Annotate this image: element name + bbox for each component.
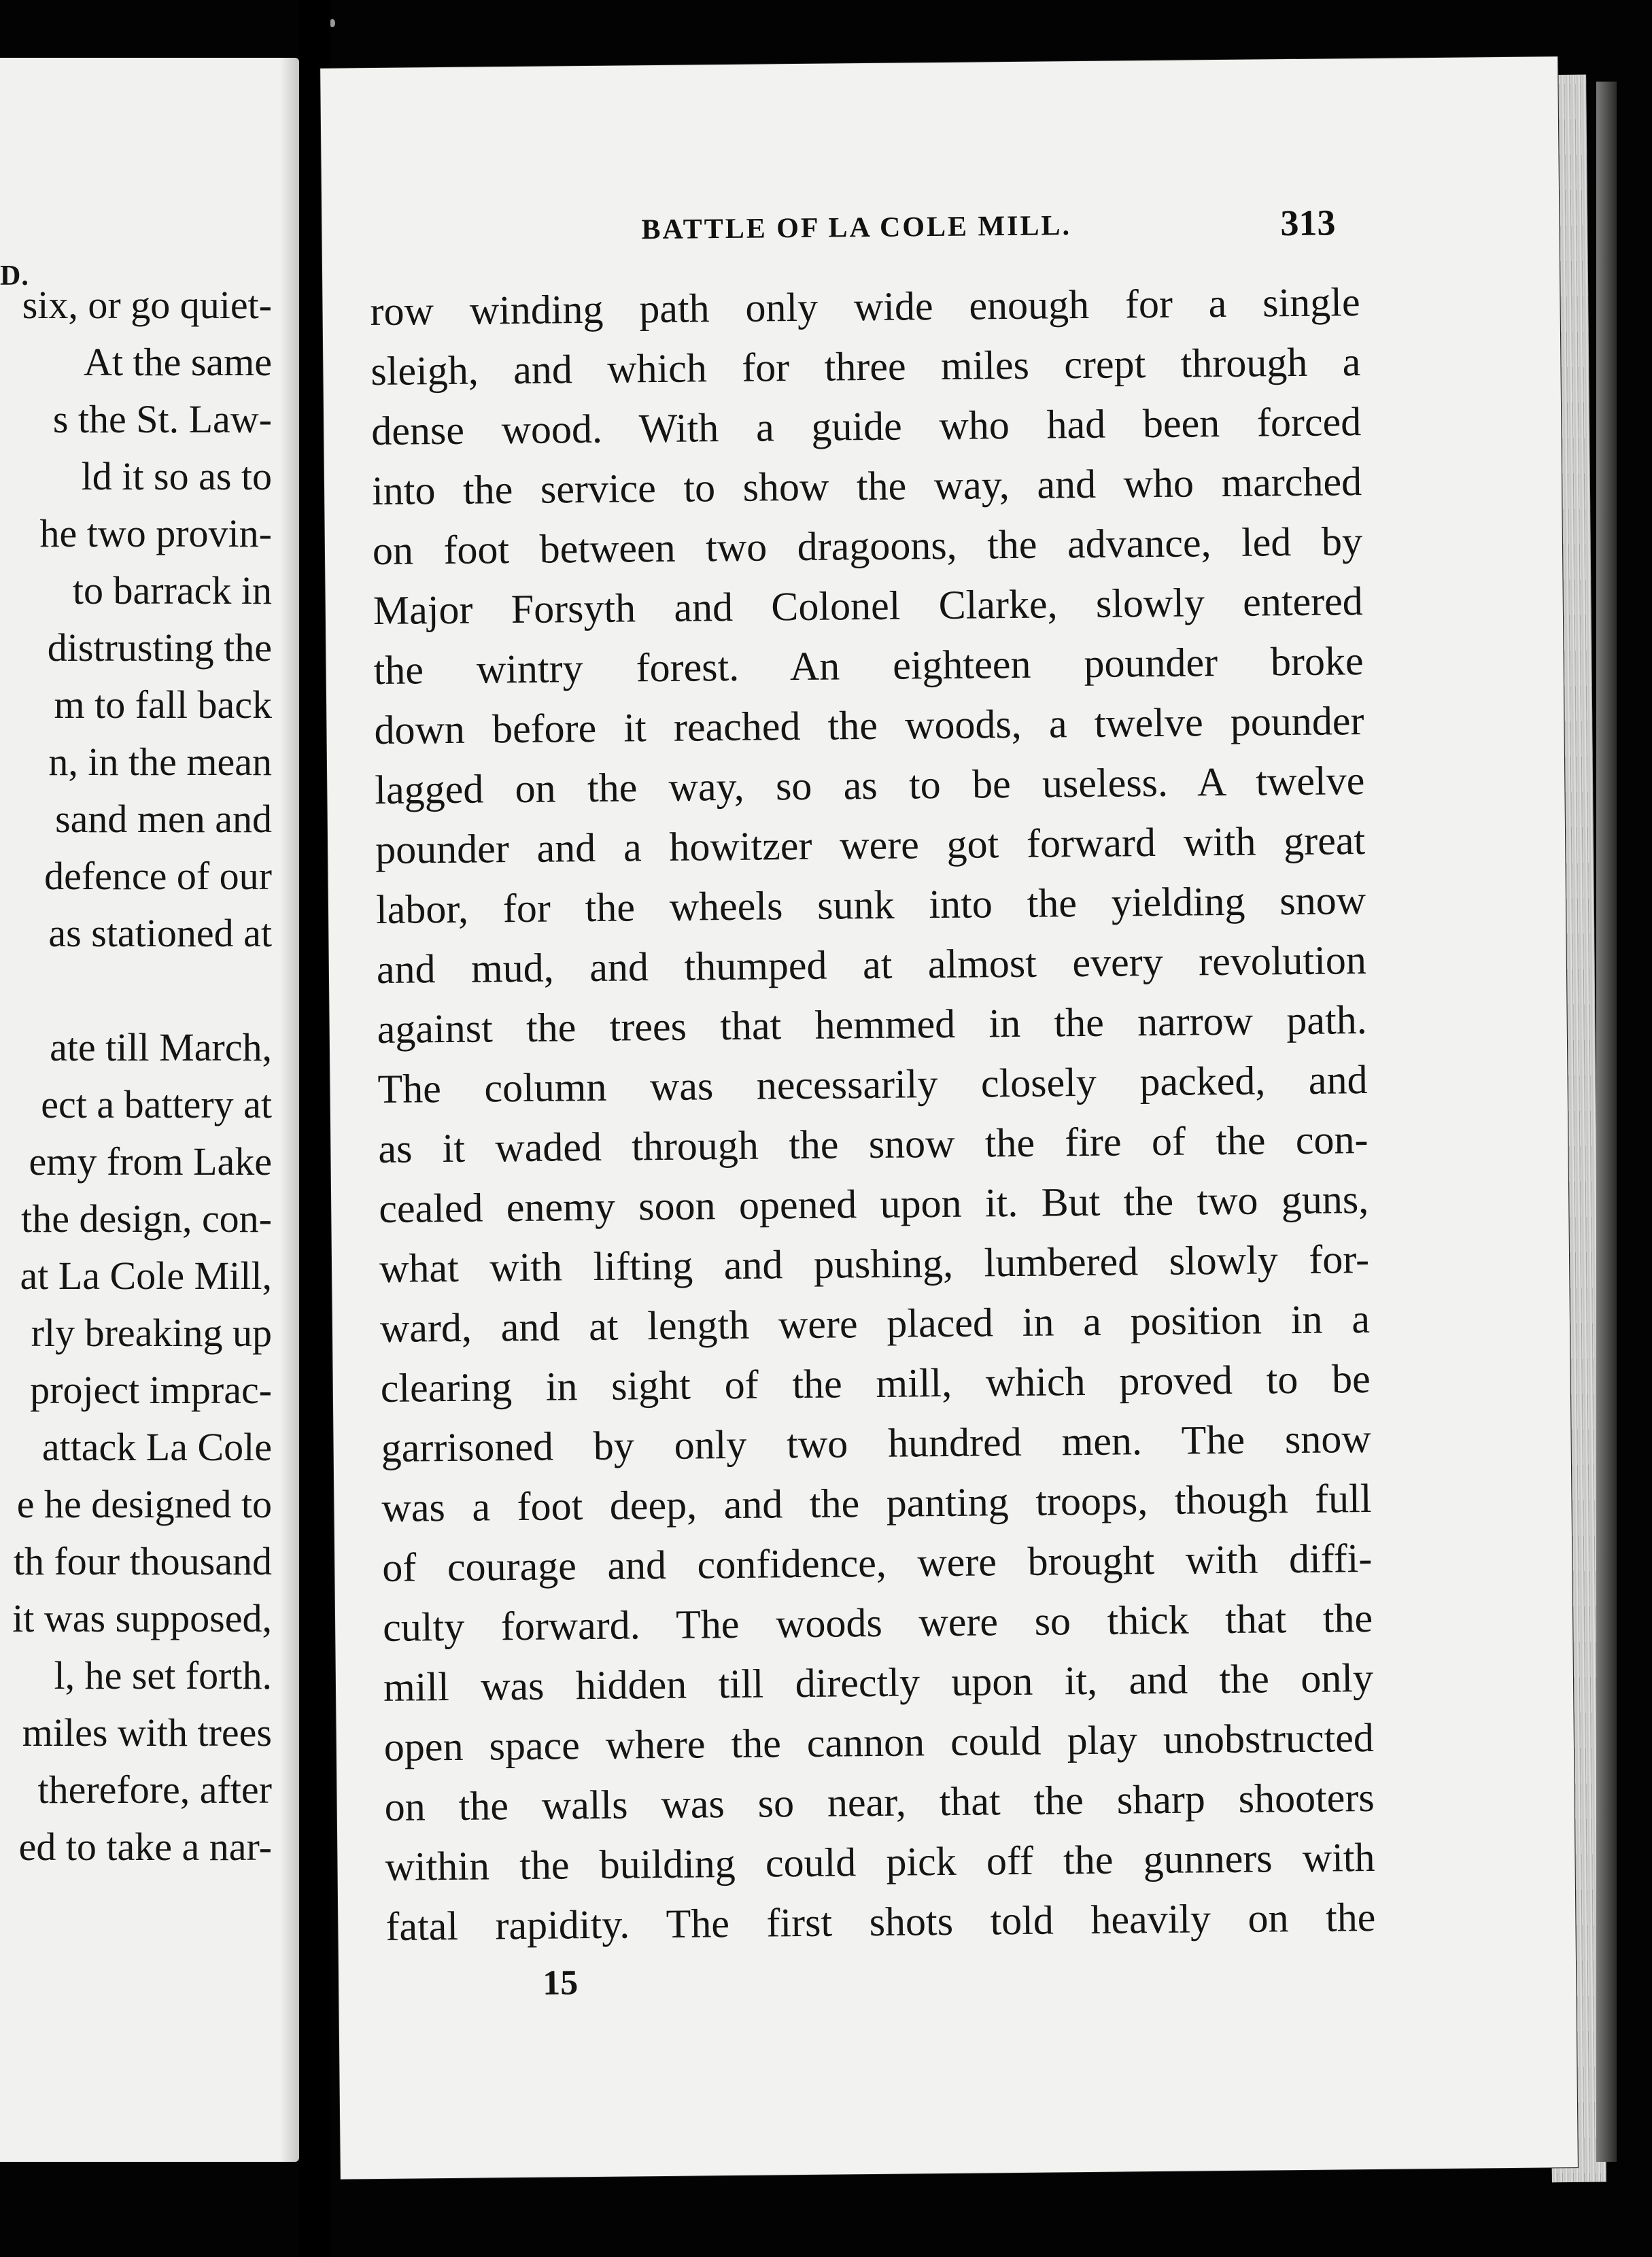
left-text-line: At the same (83, 340, 272, 384)
text-line: as it waded through the snow the fire of the con- (378, 1116, 1369, 1171)
scan-speck (330, 19, 335, 27)
left-text-line: he two provin- (39, 511, 272, 555)
text-line: pounder and a howitzer were got forward with great (375, 818, 1366, 872)
left-text-line: project imprac- (30, 1368, 272, 1412)
running-head: BATTLE OF LA COLE MILL. (641, 210, 1072, 246)
left-text-line: th four thousand (13, 1539, 272, 1583)
text-line: within the building could pick off the gunners with (385, 1834, 1375, 1889)
left-text-line: defence of our (44, 854, 272, 898)
left-facing-page (0, 58, 299, 2162)
text-line: clearing in sight of the mill, which proved to be (380, 1356, 1371, 1411)
body-text (370, 272, 1376, 1957)
text-line: what with lifting and pushing, lumbered slowly for- (379, 1236, 1370, 1291)
text-line: cealed enemy soon opened upon it. But the two guns, (378, 1176, 1369, 1231)
text-line: garrisoned by only two hundred men. The snow (381, 1415, 1371, 1470)
left-text-line: rly breaking up (31, 1311, 272, 1355)
text-line: lagged on the way, so as to be useless. A twelve (375, 758, 1365, 812)
left-text-line: the design, con- (21, 1196, 272, 1241)
text-line: on the walls was so near, that the sharp shooters (384, 1774, 1375, 1829)
left-text-line: ed to take a nar- (18, 1825, 272, 1869)
text-line: culty forward. The woods were so thick that the (382, 1595, 1373, 1650)
text-line: sleigh, and which for three miles crept through a (371, 339, 1361, 394)
left-text-line: attack La Cole (41, 1425, 272, 1469)
left-text-line: s the St. Law- (52, 397, 272, 441)
left-text-line: sand men and (55, 797, 272, 841)
left-text-line: n, in the mean (48, 740, 272, 784)
left-text-line: l, he set forth. (54, 1653, 272, 1698)
left-text-line: ect a battery at (41, 1082, 272, 1126)
text-line: of courage and confidence, were brought with diffi- (382, 1535, 1373, 1590)
text-line: row winding path only wide enough for a single (370, 279, 1360, 334)
text-line: the wintry forest. An eighteen pounder broke (373, 638, 1364, 693)
left-text-line: as stationed at (48, 911, 272, 955)
left-text-line: six, or go quiet- (22, 283, 272, 327)
page-number: 313 (1280, 202, 1336, 244)
left-text-line: at La Cole Mill, (20, 1254, 272, 1298)
text-line: and mud, and thumped at almost every revolution (376, 937, 1367, 992)
text-line: was a foot deep, and the panting troops, though full (381, 1475, 1372, 1530)
left-text-line: ate till March, (50, 1025, 272, 1069)
left-text-line: it was supposed, (12, 1596, 272, 1640)
page-fold-shadow (280, 58, 299, 2162)
text-line: The column was necessarily closely packed, and (377, 1056, 1368, 1112)
text-line: ward, and at length were placed in a position in a (379, 1296, 1371, 1351)
text-line: mill was hidden till directly upon it, and the only (383, 1655, 1374, 1710)
text-line: dense wood. With a guide who had been forced (371, 399, 1362, 454)
left-text-line: miles with trees (22, 1710, 272, 1755)
text-line: on foot between two dragoons, the advance, led by (372, 519, 1363, 574)
right-page (320, 56, 1578, 2179)
book-cover-edge (1596, 82, 1617, 2162)
left-text-line: distrusting the (47, 625, 272, 670)
text-line: down before it reached the woods, a twelve pounder (374, 698, 1364, 753)
left-running-head: D. (0, 260, 29, 292)
left-page-text (0, 58, 272, 2162)
signature-mark: 15 (542, 1963, 579, 2003)
left-text-line: m to fall back (54, 683, 272, 727)
left-text-line: e he designed to (16, 1482, 272, 1526)
left-text-line: emy from Lake (29, 1139, 272, 1184)
left-text-line: to barrack in (72, 568, 272, 613)
text-line: into the service to show the way, and who marched (371, 459, 1362, 514)
text-line: open space where the cannon could play unobstructed (383, 1715, 1375, 1770)
text-line: labor, for the wheels sunk into the yielding snow (375, 878, 1366, 932)
left-text-line: therefore, after (37, 1768, 272, 1812)
text-line: fatal rapidity. The first shots told heavily on the (385, 1894, 1376, 1949)
text-line: Major Forsyth and Colonel Clarke, slowly entered (373, 579, 1364, 634)
text-line: against the trees that hemmed in the narrow path. (377, 997, 1367, 1052)
left-text-line: ld it so as to (81, 454, 272, 498)
